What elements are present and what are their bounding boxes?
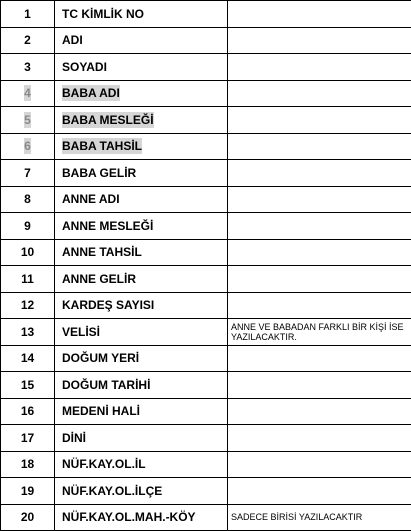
table-row bbox=[1, 54, 411, 81]
field-label-text: TC KİMLİK NO bbox=[62, 7, 144, 21]
field-value-cell[interactable] bbox=[228, 504, 411, 531]
table-row bbox=[1, 1, 411, 28]
row-number bbox=[1, 80, 55, 107]
field-label bbox=[55, 213, 228, 240]
row-number bbox=[1, 451, 55, 478]
field-label bbox=[55, 54, 228, 81]
table-row bbox=[1, 345, 411, 372]
field-note: ANNE VE BABADAN FARKLI BİR KİŞİ İSE YAZILACAKTIR. bbox=[231, 322, 404, 342]
table-row bbox=[1, 398, 411, 425]
field-label-text: BABA GELİR bbox=[62, 166, 136, 180]
table-row bbox=[1, 107, 411, 134]
row-number bbox=[1, 292, 55, 319]
field-value-cell[interactable] bbox=[228, 345, 411, 372]
field-label-text: MEDENİ HALİ bbox=[62, 404, 140, 418]
table-row bbox=[1, 319, 411, 346]
row-number-text: 8 bbox=[24, 192, 31, 206]
field-label-text: NÜF.KAY.OL.MAH.-KÖY bbox=[62, 510, 196, 524]
table-row bbox=[1, 186, 411, 213]
row-number-text: 18 bbox=[21, 457, 34, 471]
row-number-text: 20 bbox=[21, 510, 34, 524]
field-label bbox=[55, 107, 228, 134]
row-number-text: 4 bbox=[24, 85, 31, 101]
field-label-text: ANNE TAHSİL bbox=[62, 245, 142, 259]
field-value-cell[interactable] bbox=[228, 27, 411, 54]
field-label bbox=[55, 319, 228, 346]
table-row bbox=[1, 213, 411, 240]
row-number-text: 19 bbox=[21, 484, 34, 498]
row-number-text: 14 bbox=[21, 351, 34, 365]
field-value-cell[interactable] bbox=[228, 372, 411, 399]
row-number-text: 12 bbox=[21, 298, 34, 312]
row-number bbox=[1, 266, 55, 293]
row-number-text: 2 bbox=[24, 33, 31, 47]
row-number bbox=[1, 239, 55, 266]
table-row bbox=[1, 266, 411, 293]
row-number bbox=[1, 213, 55, 240]
row-number bbox=[1, 1, 55, 28]
field-label bbox=[55, 345, 228, 372]
field-label bbox=[55, 186, 228, 213]
field-value-cell[interactable] bbox=[228, 478, 411, 505]
field-value-cell[interactable] bbox=[228, 160, 411, 187]
row-number bbox=[1, 54, 55, 81]
row-number-text: 1 bbox=[24, 7, 31, 21]
field-label-text: NÜF.KAY.OL.İL bbox=[62, 457, 146, 471]
field-value-cell[interactable] bbox=[228, 398, 411, 425]
row-number bbox=[1, 319, 55, 346]
field-label-text: BABA ADI bbox=[62, 85, 120, 101]
field-label-text: SOYADI bbox=[62, 60, 107, 74]
row-number-text: 17 bbox=[21, 431, 34, 445]
row-number-text: 16 bbox=[21, 404, 34, 418]
field-value-cell[interactable] bbox=[228, 1, 411, 28]
field-value-cell[interactable] bbox=[228, 239, 411, 266]
field-value-cell[interactable] bbox=[228, 80, 411, 107]
row-number-text: 11 bbox=[21, 272, 34, 286]
row-number-text: 5 bbox=[24, 112, 31, 128]
field-label bbox=[55, 451, 228, 478]
field-value-cell[interactable] bbox=[228, 213, 411, 240]
field-label-text: KARDEŞ SAYISI bbox=[62, 298, 154, 312]
field-label-text: DOĞUM TARİHİ bbox=[62, 378, 150, 392]
row-number bbox=[1, 372, 55, 399]
field-value-cell[interactable] bbox=[228, 451, 411, 478]
row-number bbox=[1, 107, 55, 134]
field-label bbox=[55, 372, 228, 399]
row-number bbox=[1, 345, 55, 372]
row-number-text: 6 bbox=[24, 138, 31, 154]
field-value-cell[interactable] bbox=[228, 425, 411, 452]
field-label-text: ANNE GELİR bbox=[62, 272, 136, 286]
row-number bbox=[1, 504, 55, 531]
table-row bbox=[1, 133, 411, 160]
field-label-text: VELİSİ bbox=[62, 325, 100, 339]
row-number bbox=[1, 398, 55, 425]
table-row bbox=[1, 425, 411, 452]
field-value-cell[interactable] bbox=[228, 107, 411, 134]
table-row bbox=[1, 504, 411, 531]
row-number-text: 9 bbox=[24, 219, 31, 233]
field-label-text: DİNİ bbox=[62, 431, 86, 445]
field-label bbox=[55, 1, 228, 28]
field-label bbox=[55, 266, 228, 293]
field-value-cell[interactable] bbox=[228, 266, 411, 293]
row-number bbox=[1, 27, 55, 54]
row-number-text: 7 bbox=[24, 166, 31, 180]
field-label-text: ANNE ADI bbox=[62, 192, 120, 206]
table-row bbox=[1, 80, 411, 107]
field-note: SADECE BİRİSİ YAZILACAKTIR bbox=[231, 512, 362, 522]
field-label bbox=[55, 80, 228, 107]
table-row bbox=[1, 372, 411, 399]
field-label-text: BABA TAHSİL bbox=[62, 138, 142, 154]
field-value-cell[interactable] bbox=[228, 54, 411, 81]
field-label-text: ANNE MESLEĞİ bbox=[62, 219, 153, 233]
field-label-text: DOĞUM YERİ bbox=[62, 351, 139, 365]
field-label bbox=[55, 160, 228, 187]
row-number bbox=[1, 186, 55, 213]
table-row bbox=[1, 451, 411, 478]
field-label-text: NÜF.KAY.OL.İLÇE bbox=[62, 484, 162, 498]
field-label bbox=[55, 239, 228, 266]
row-number bbox=[1, 478, 55, 505]
field-label bbox=[55, 292, 228, 319]
row-number-text: 15 bbox=[21, 378, 34, 392]
table-row bbox=[1, 27, 411, 54]
field-label-text: ADI bbox=[62, 33, 83, 47]
field-value-cell[interactable] bbox=[228, 292, 411, 319]
field-label bbox=[55, 478, 228, 505]
table-row bbox=[1, 292, 411, 319]
row-number-text: 3 bbox=[24, 60, 31, 74]
field-label bbox=[55, 504, 228, 531]
row-number bbox=[1, 160, 55, 187]
row-number-text: 13 bbox=[21, 325, 34, 339]
table-row bbox=[1, 478, 411, 505]
field-label bbox=[55, 398, 228, 425]
field-label bbox=[55, 425, 228, 452]
field-label bbox=[55, 27, 228, 54]
field-value-cell[interactable] bbox=[228, 319, 411, 346]
table-row bbox=[1, 160, 411, 187]
table-row bbox=[1, 239, 411, 266]
field-value-cell[interactable] bbox=[228, 186, 411, 213]
table-body bbox=[1, 1, 411, 531]
field-value-cell[interactable] bbox=[228, 133, 411, 160]
row-number bbox=[1, 425, 55, 452]
field-label-text: BABA MESLEĞİ bbox=[62, 112, 154, 128]
field-label bbox=[55, 133, 228, 160]
row-number bbox=[1, 133, 55, 160]
row-number-text: 10 bbox=[21, 245, 34, 259]
